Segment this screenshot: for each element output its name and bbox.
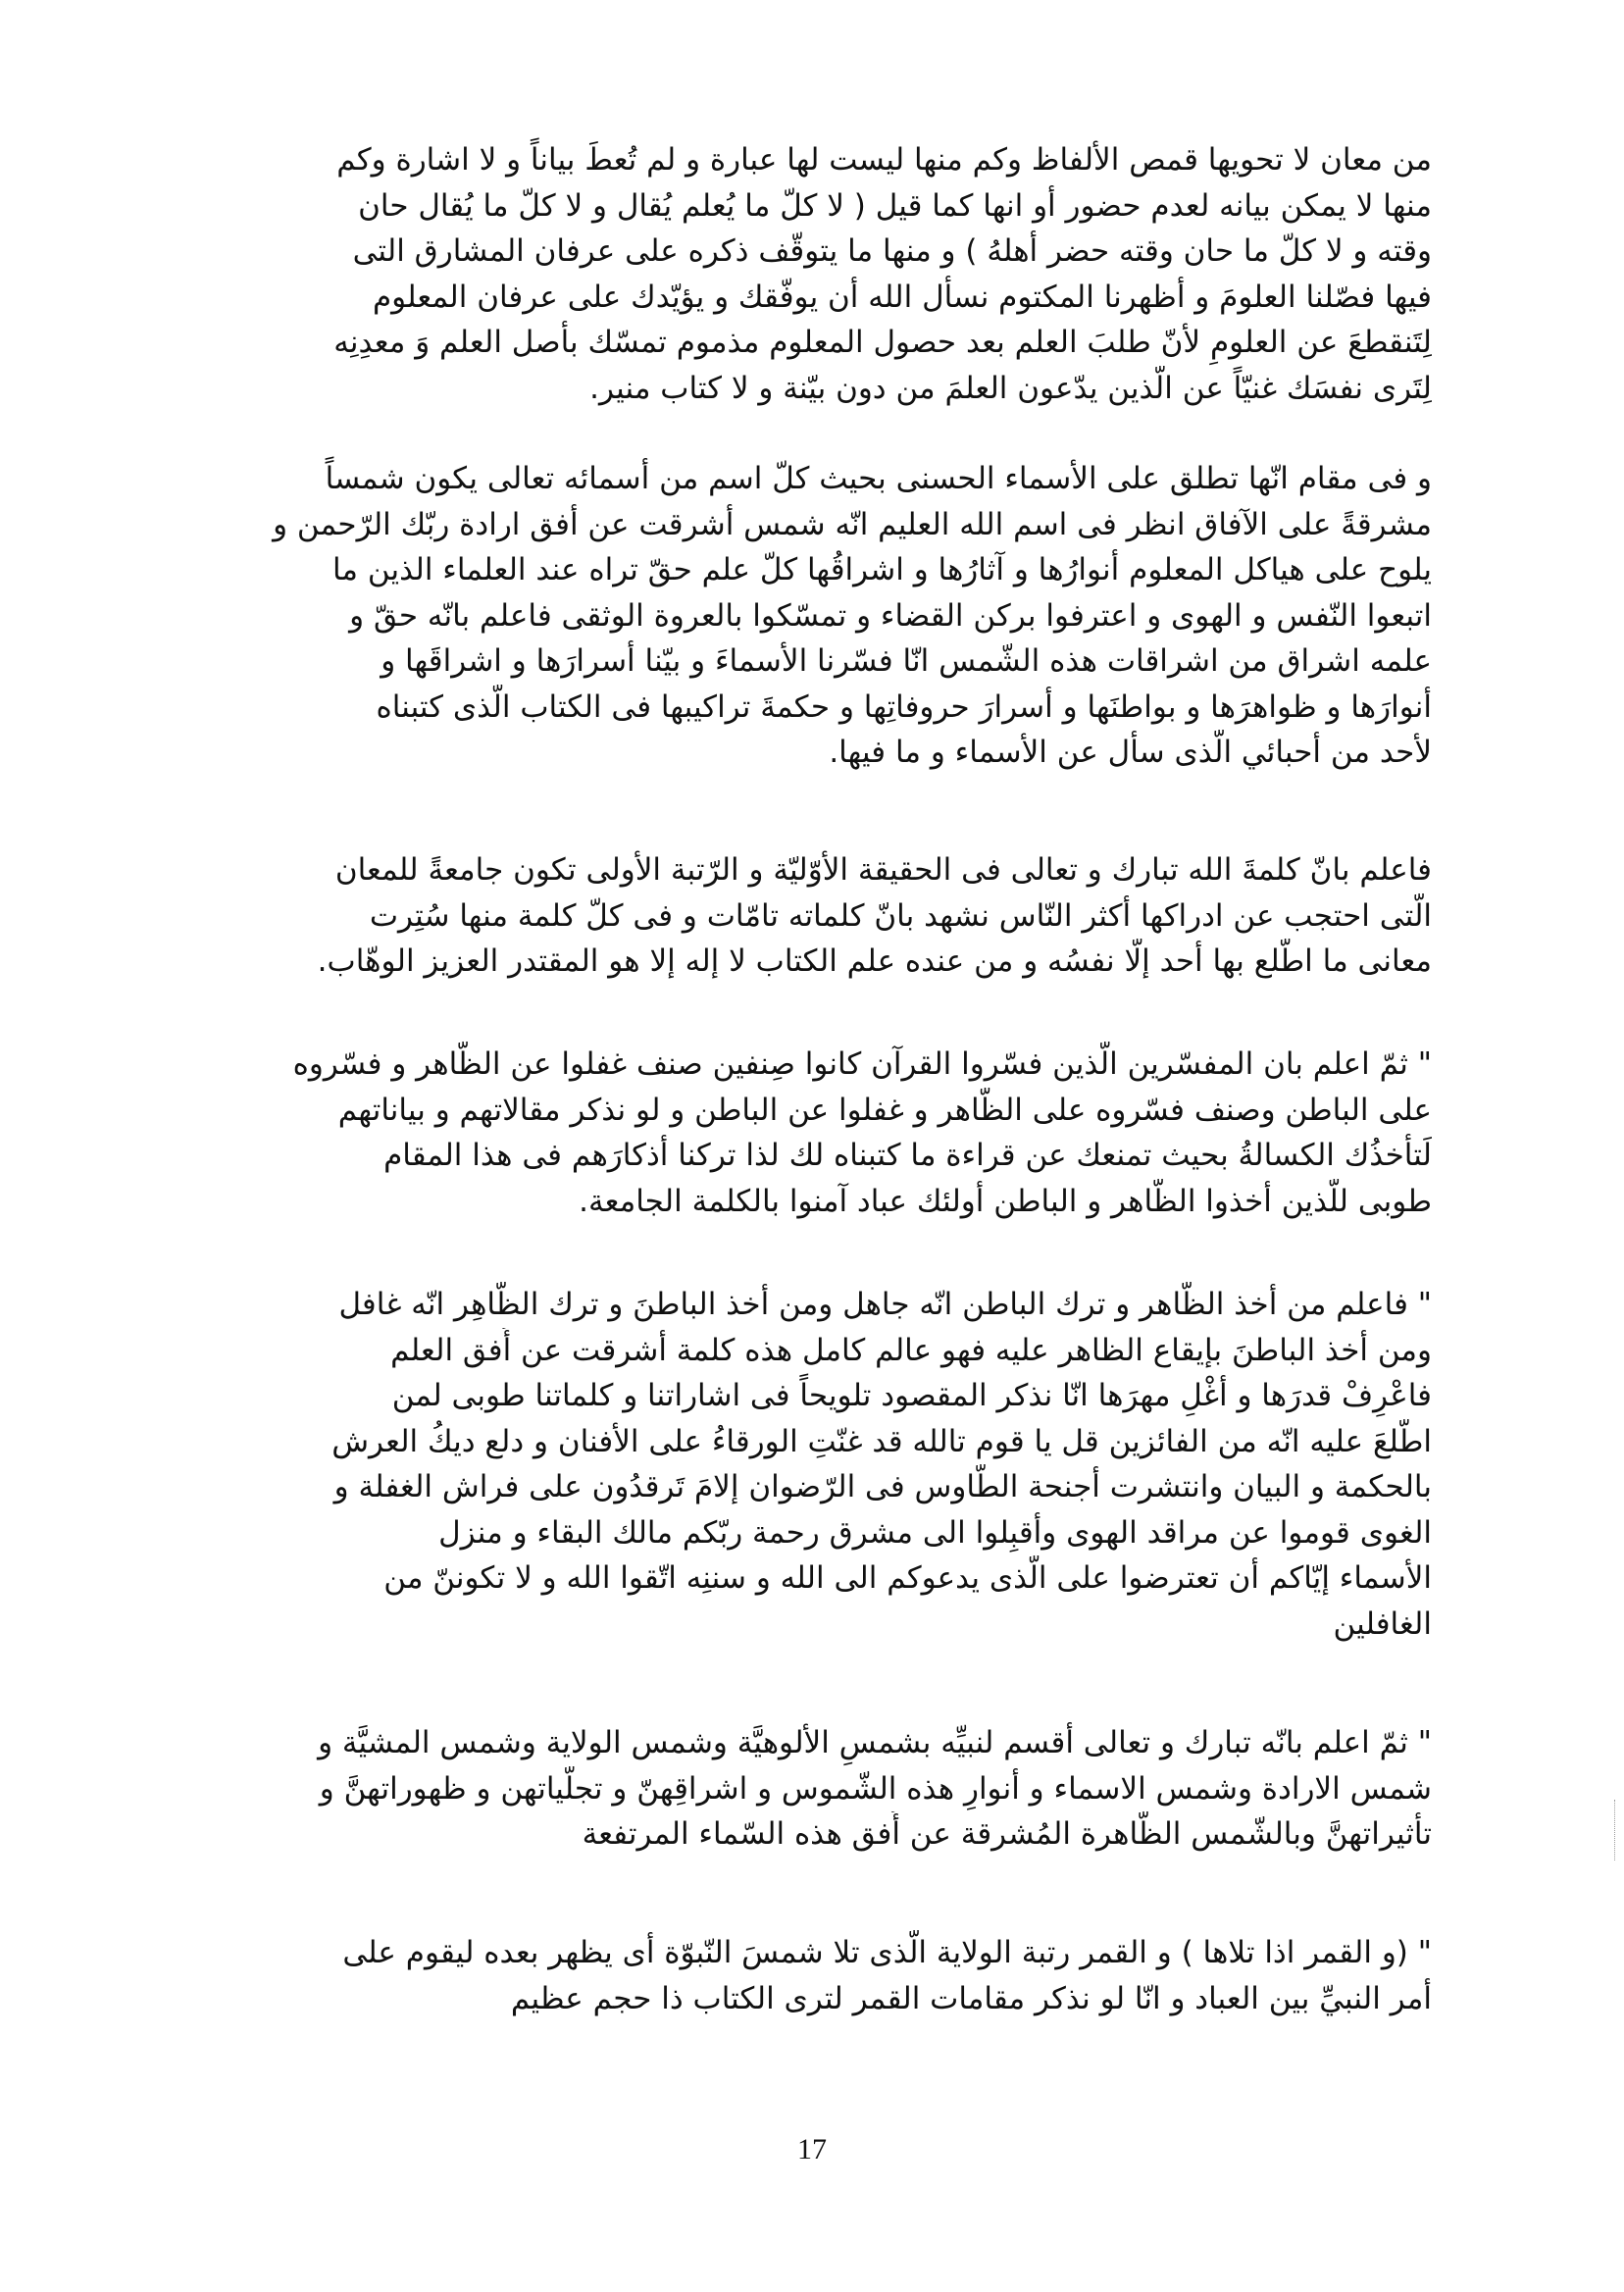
text-line: يلوح على هياكل المعلوم أنوارُها و آثارُها و اشراقُها كلّ علم حقّ تراه عند العلماء الذين ما xyxy=(331,552,1432,587)
text-line: أنوارَها و ظواهرَها و بواطنَها و أسرارَ حروفاتِها و حكمةَ تراكيبها فى الكتاب الّذى كتبناه xyxy=(376,688,1432,725)
text-line: منها لا يمكن بيانه لعدم حضور أو انها كما قيل ( لا كلّ ما يُعلم يُقال و لا كلّ ما يُقال حان xyxy=(358,187,1432,224)
text-line: معانى ما اطّلع بها أحد إلّا نفسُه و من عنده علم الكتاب لا إله إلا هو المقتدر العزيز الوهّاب. xyxy=(317,943,1432,979)
text-line: و فى مقام انّها تطلق على الأسماء الحسنى بحيث كلّ اسم من أسمائه تعالى يكون شمساً xyxy=(325,461,1432,496)
paragraph-6 xyxy=(186,1720,1432,1858)
text-line: الغافلين xyxy=(1333,1605,1432,1642)
text-line: الغوى قوموا عن مراقد الهوى وأقبِلوا الى مشرق رحمة ربّكم مالك البقاء و منزل xyxy=(438,1514,1432,1551)
text-line: اطّلعَ عليه انّه من الفائزين قل يا قوم تالله قد غنّتِ الورقاءُ على الأفنان و دلع ديكُ العرش xyxy=(331,1423,1432,1459)
text-line: " ثمّ اعلم بانّه تبارك و تعالى أقسم لنبيِّه بشمسِ الألوهيَّة وشمس الولاية وشمس المشيَّة و xyxy=(318,1725,1432,1760)
text-line: الّتى احتجب عن ادراكها أكثر النّاس نشهد بانّ كلماته تامّات و فى كلّ كلمة منها سُتِرت xyxy=(369,897,1432,934)
text-line: تأثيراتهنَّ وبالشّمس الظّاهرة المُشرقة عن أُفق هذه السّماء المرتفعة xyxy=(582,1816,1432,1852)
text-line: شمس الارادة وشمس الاسماء و أنوارِ هذه الشّموس و اشراقِهنّ و تجلّياتهن و ظهوراتهنَّ و xyxy=(319,1770,1432,1807)
text-line: وقته و لا كلّ ما حان وقته حضر أهلهُ ) و منها ما يتوقّف ذكره على عرفان المشارق التى xyxy=(352,233,1432,269)
text-line: طوبى للّذين أخذوا الظّاهر و الباطن أولئك عباد آمنوا بالكلمة الجامعة. xyxy=(579,1183,1432,1219)
text-line: الأسماء إيّاكم أن تعترضوا على الّذى يدعوكم الى الله و سننِه اتّقوا الله و لا تكوننّ من xyxy=(383,1560,1432,1596)
scan-margin-mark xyxy=(1614,1800,1617,1860)
page-number: 17 xyxy=(797,2133,827,2165)
text-line: لَتأخذُك الكسالةُ بحيث تمنعك عن قراءة ما كتبناه لك لذا تركنا أذكارَهم فى هذا المقام xyxy=(383,1138,1432,1173)
text-line: " فاعلم من أخذ الظّاهر و ترك الباطن انّه جاهل ومن أخذ الباطنَ و ترك الظّاهِر انّه غافل xyxy=(338,1287,1432,1322)
text-line: ومن أخذ الباطنَ بإيقاع الظاهر عليه فهو عالم كامل هذه كلمة أشرقت عن أُفق العلم xyxy=(390,1332,1432,1368)
text-line: أمر النبيِّ بين العباد و انّا لو نذكر مقامات القمر لترى الكتاب ذا حجم عظيم xyxy=(510,1980,1432,2016)
paragraph-3 xyxy=(186,847,1432,985)
text-line: على الباطن وصنف فسّروه على الظّاهر و غفلوا عن الباطن و لو نذكر مقالاتهم و بياناتهم xyxy=(337,1092,1432,1128)
text-line: علمه اشراق من اشراقات هذه الشّمس انّا فسّرنا الأسماءَ و بيّنا أسرارَها و اشراقَها و xyxy=(381,643,1432,679)
text-line: لِتَنقطعَ عن العلومِ لأنّ طلبَ العلم بعد حصول المعلوم مذموم تمسّك بأصل العلم وَ معدِنِه xyxy=(333,325,1432,360)
text-line: " ثمّ اعلم بان المفسّرين الّذين فسّروا القرآن كانوا صِنفين صنف غفلوا عن الظّاهر و فسّروه xyxy=(292,1046,1432,1082)
text-line: اتبعوا النّفس و الهوى و اعترفوا بركن القضاء و تمسّكوا بالعروة الوثقى فاعلم بانّه حقّ و xyxy=(349,597,1432,634)
paragraph-2 xyxy=(186,456,1432,776)
text-line: فاعْرِفْ قدرَها و أغْلِ مهرَها انّا نذكر المقصود تلويحاً فى اشاراتنا و كلماتنا طوبى لمن xyxy=(391,1378,1432,1413)
text-line: " (و القمر اذا تلاها ) و القمر رتبة الولاية الّذى تلا شمسَ النّبوّة أى يظهر بعده ليقوم على xyxy=(342,1935,1432,1970)
text-line: فيها فصّلنا العلومَ و أظهرنا المكتوم نسأل الله أن يوفّقك و يؤيّدك على عرفان المعلوم xyxy=(372,279,1432,315)
text-line: لِتَرى نفسَك غنيّاً عن الّذين يدّعون العلمَ من دون بيّنة و لا كتاب منير. xyxy=(589,370,1432,406)
text-line: فاعلم بانّ كلمةَ الله تبارك و تعالى فى الحقيقة الأوّليّة و الرّتبة الأولى تكون جامعةً للمعان xyxy=(334,852,1432,888)
text-line: من معان لا تحويها قمص الألفاظ وكم منها ليست لها عبارة و لم تُعطَ بياناً و لا اشارة وكم xyxy=(336,142,1432,178)
paragraph-1 xyxy=(186,137,1432,411)
text-line: لأحد من أحبائي الّذى سأل عن الأسماء و ما فيها. xyxy=(829,735,1432,770)
paragraph-5 xyxy=(186,1282,1432,1647)
paragraph-4 xyxy=(186,1042,1432,1224)
text-line: بالحكمة و البيان وانتشرت أجنحة الطّاوس فى الرّضوان إلامَ تَرقدُون على فراش الغفلة و xyxy=(333,1469,1432,1504)
paragraph-7 xyxy=(186,1930,1432,2021)
text-line: مشرقةً على الآفاق انظر فى اسم الله العليم انّه شمس أشرقت عن أفق ارادة ربّك الرّحمن و xyxy=(273,506,1432,542)
